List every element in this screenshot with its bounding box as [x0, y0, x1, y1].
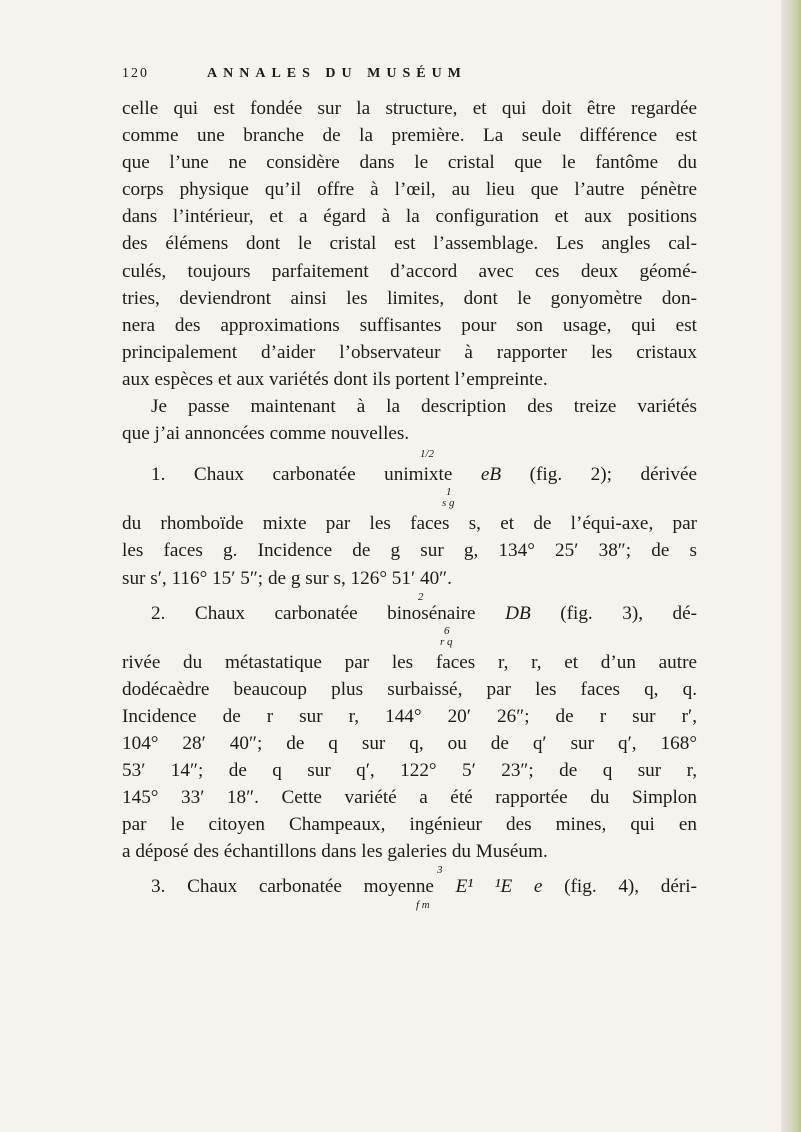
- page-number: 120: [122, 66, 149, 81]
- page-header: [122, 66, 697, 90]
- text-line: par le citoyen Champeaux, ingénieur des mines, qui en: [122, 814, 697, 836]
- item-heading: [122, 461, 697, 488]
- formula-subscript: 6: [444, 624, 450, 637]
- text-line: culés, toujours parfaitement d’accord avec ces deux géomé-: [122, 260, 697, 282]
- text-line: 145° 33′ 18″. Cette variété a été rapportée du Simplon: [122, 787, 697, 809]
- figure-reference: (fig. 2);: [529, 464, 612, 486]
- text-line: du rhomboïde mixte par les faces s, et de l’équi-axe, par: [122, 513, 697, 535]
- body-text: [122, 95, 697, 915]
- text-line: que l’une ne considère dans le cristal que le fantôme du: [122, 152, 697, 174]
- page-edge: [781, 0, 801, 1132]
- text-line: tries, deviendront ainsi les limites, dont le gonyomètre don-: [122, 287, 697, 309]
- text-line: corps physique qu’il offre à l’œil, au lieu que l’autre pénètre: [122, 179, 697, 201]
- formula-superscript: 3: [437, 864, 443, 877]
- text-line: a déposé des échantillons dans les galeries du Muséum.: [122, 841, 548, 863]
- text-line: comme une branche de la première. La seule différence est: [122, 125, 697, 147]
- text-line: des élémens dont le cristal est l’assemblage. Les angles cal-: [122, 233, 697, 255]
- formula-subscript: r q: [440, 635, 453, 648]
- text-line: nera des approximations suffisantes pour son usage, qui est: [122, 314, 697, 336]
- text-line: Je passe maintenant à la description des treize variétés: [151, 396, 697, 418]
- formula-subscript: f m: [416, 898, 430, 911]
- formula-subscript: 1: [446, 486, 452, 499]
- text-line: aux espèces et aux variétés dont ils portent l’empreinte.: [122, 368, 548, 390]
- text-line: dans l’intérieur, et a égard à la configuration et aux positions: [122, 206, 697, 228]
- figure-reference: (fig. 4),: [564, 876, 640, 898]
- item-title: 1. Chaux carbonatée unimixte: [151, 464, 481, 486]
- crystal-symbol: E¹ ¹E e: [455, 876, 543, 898]
- text-line: principalement d’aider l’observateur à rapporter les cristaux: [122, 341, 697, 363]
- text-line: que j’ai annoncées comme nouvelles.: [122, 423, 410, 445]
- item-title-end: dé-: [672, 602, 698, 624]
- text-line: rivée du métastatique par les faces r, r, et d’un autre: [122, 651, 697, 673]
- item-title: 3. Chaux carbonatée moyenne: [151, 876, 456, 898]
- item-title: 2. Chaux carbonatée binosénaire: [151, 602, 506, 624]
- figure-reference: (fig. 3),: [560, 602, 644, 624]
- text-line: 104° 28′ 40″; de q sur q, ou de q′ sur q′, 168°: [122, 732, 697, 754]
- text-line: Incidence de r sur r, 144° 20′ 26″; de r sur r′,: [122, 705, 697, 727]
- text-line: celle qui est fondée sur la structure, et qui doit être regardée: [122, 98, 697, 119]
- formula-superscript: 1/2: [420, 448, 435, 461]
- formula-subscript: s g: [442, 497, 455, 510]
- text-line: 53′ 14″; de q sur q′, 122° 5′ 23″; de q sur r,: [122, 760, 697, 782]
- text-line: sur s′, 116° 15′ 5″; de g sur s, 126° 51′ 40″.: [122, 567, 452, 589]
- item-title-end: dérivée: [640, 464, 697, 486]
- text-line: les faces g. Incidence de g sur g, 134° 25′ 38″; de s: [122, 540, 697, 562]
- formula-superscript: 2: [418, 590, 424, 603]
- running-head: ANNALES DU MUSÉUM: [207, 66, 467, 81]
- item-title-end: déri-: [660, 876, 698, 898]
- crystal-symbol: eB: [480, 464, 502, 486]
- text-line: dodécaèdre beaucoup plus surbaissé, par les faces q, q.: [122, 678, 697, 700]
- crystal-symbol: DB: [505, 602, 531, 624]
